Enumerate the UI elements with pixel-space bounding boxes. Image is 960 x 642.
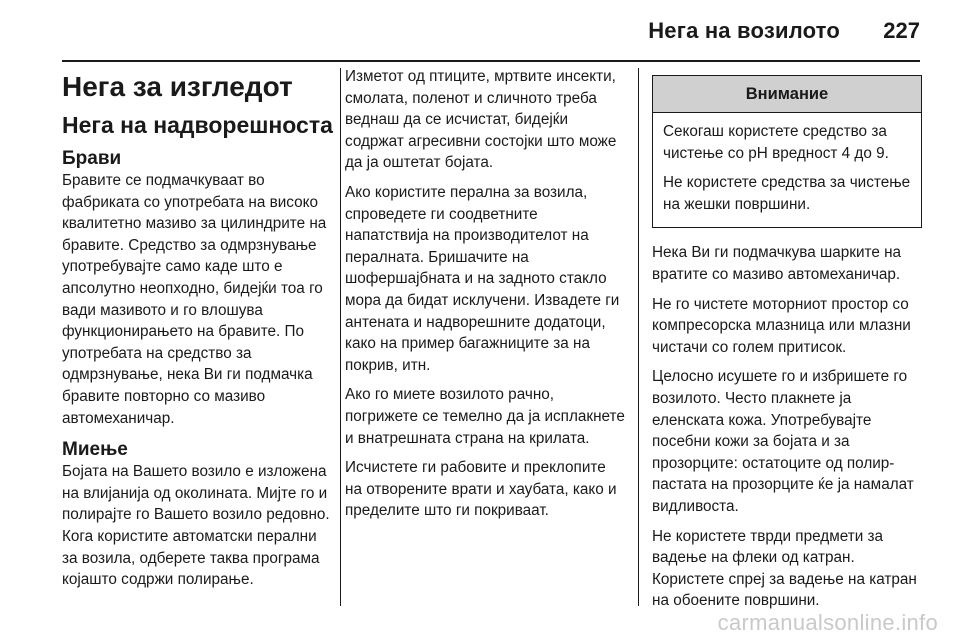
paragraph: Целосно исушете го и избришете го возилото. Често плакнете ја еленската кожа. Употребувајте посебни кожи за бојата и за прозорците: остатоците од полир-пастата на прозорците ќе ја намалат видливоста.	[652, 368, 914, 515]
main-heading: Нега за изгледот	[62, 71, 293, 102]
column-divider-2	[638, 68, 639, 606]
warning-paragraph: Не користете средства за чистење на жешки површини.	[663, 174, 911, 213]
column-divider-1	[340, 68, 341, 606]
running-header-title: Нега на возилото	[648, 18, 840, 43]
warning-paragraph: Секогаш користете средство за чистење со pH вредност 4 до 9.	[663, 123, 889, 162]
page-number: 227	[883, 18, 920, 43]
warning-box	[652, 75, 922, 228]
washing-paragraph: Бојата на Вашето возило е изложена на влијанија од околината. Мијте го и полирајте го Вашето возило редовно. Кога користите автоматски перални за возила, одберете таква програма којашто содржи полирање.	[62, 463, 330, 589]
paragraph: Ако го миете возилото рачно, погрижете се темелно да ја исплакнете и внатрешната страна на крилата.	[345, 386, 625, 447]
warning-body	[653, 113, 921, 227]
paragraph: Не користете тврди предмети за вадење на флеки од катран. Користете спреј за вадење на катран на обоените површини.	[652, 527, 917, 610]
header-rule	[62, 60, 920, 62]
column-1	[62, 66, 334, 591]
paragraph: Исчистете ги рабовите и преклопите на отворените врати и хаубата, како и пределите што ги покриваат.	[345, 459, 617, 520]
washing-heading: Миење	[62, 439, 128, 461]
locks-paragraph: Бравите се подмачкуваат во фабриката со употребата на високо квалитетно мазиво за цилиндрите на бравите. Средство за одмрзнување употребувајте само каде што е апсолутно неопходно, бидејќи тоа го вади мазивото и го влошува функционирањето на бравите. По употребата на средство за одмрзнување, нека Ви ги подмачка бравите повторно со мазиво автомеханичар.	[62, 172, 327, 427]
paragraph: Изметот од птиците, мртвите инсекти, смолата, поленот и сличното треба веднаш да се исчистат, бидејќи содржат агресивни состојки што може да ја оштетат бојата.	[345, 68, 617, 172]
warning-title: Внимание	[653, 76, 921, 113]
paragraph: Нека Ви ги подмачкува шарките на вратите со мазиво автомеханичар.	[652, 244, 902, 283]
column-2	[345, 66, 625, 530]
paragraph: Ако користите перална за возила, спроведете ги соодветните напатствија на производителот на пералната. Бришачите на шофершајбната и на задното стакло мора да бидат исклучени. Извадете ги антената и надворешните додатоци, како на пример багажниците за на покрив, итн.	[345, 183, 620, 374]
paragraph: Не го чистете моторниот простор со компресорска млазница или млазни чистачи со голем притисок.	[652, 295, 911, 356]
column-3	[652, 66, 922, 620]
sub-heading: Нега на надворешноста	[62, 112, 333, 138]
locks-heading: Брави	[62, 148, 122, 169]
watermark: carmanualsonline.info	[717, 610, 938, 635]
